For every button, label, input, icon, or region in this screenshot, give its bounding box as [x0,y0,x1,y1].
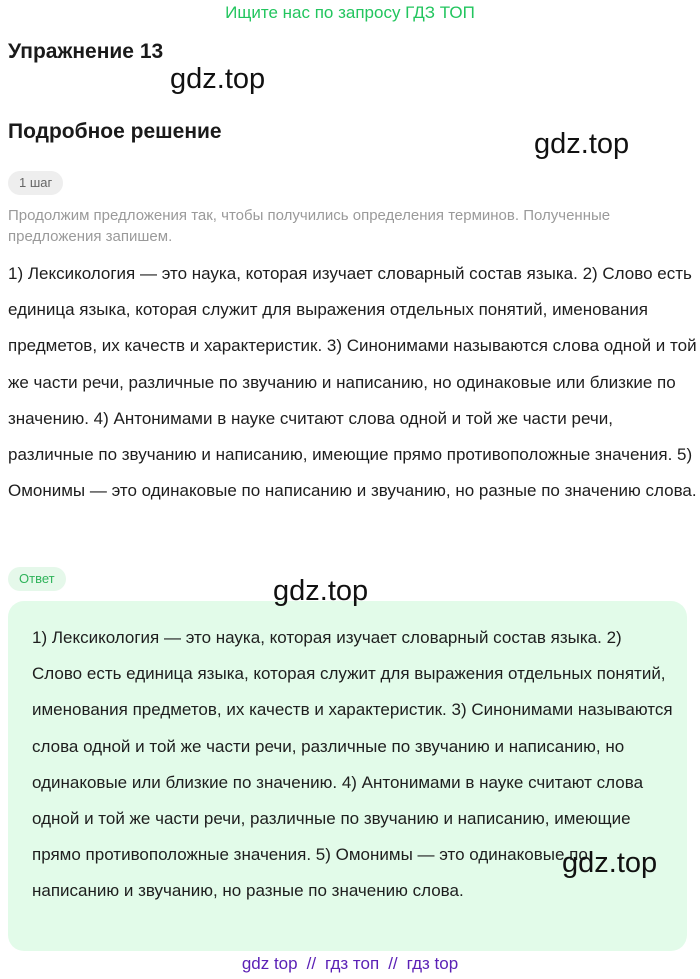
footer-links [0,953,700,975]
section-title: Подробное решение [8,120,222,143]
watermark: gdz.top [273,575,369,607]
watermark: gdz.top [562,847,658,879]
footer-link[interactable]: гдз top [406,954,459,973]
watermark: gdz.top [534,128,630,160]
top-banner[interactable]: Ищите нас по запросу ГДЗ ТОП [225,3,475,22]
footer-link[interactable]: гдз топ [325,954,380,973]
step-badge: 1 шаг [8,171,63,195]
page-title: Упражнение 13 [8,40,164,63]
solution-text: 1) Лексикология — это наука, которая изучает словарный состав языка. 2) Слово есть единица языка, которая служит для выражения отдельных понятий, именования предметов, их качеств и характеристик. 3) Синонимами называются слова одной и той же части речи, различные по звучанию и написанию, но одинаковые или близкие по значению. 4) Антонимами в науке считают слова одной и той же части речи, различные по звучанию и написанию, имеющие прямо противоположные значения. 5) Омонимы — это одинаковые по написанию и звучанию, но разные по значению слова. [8,264,697,501]
footer-separator: // [306,954,317,973]
answer-box [8,601,687,951]
watermark: gdz.top [170,63,266,95]
answer-text: 1) Лексикология — это наука, которая изучает словарный состав языка. 2) Слово есть единица языка, которая служит для выражения отдельных понятий, именования предметов, их качеств и характеристик. 3) Синонимами называются слова одной и той же части речи, различные по звучанию и написанию, но одинаковые или близкие по значению. 4) Антонимами в науке считают слова одной и той же части речи, различные по звучанию и написанию, имеющие прямо противоположные значения. 5) Омонимы — это одинаковые по написанию и звучанию, но разные по значению слова. [32,628,673,901]
answer-badge: Ответ [8,567,66,591]
footer-separator: // [388,954,398,973]
step-hint: Продолжим предложения так, чтобы получились определения терминов. Полученные предложения запишем. [8,207,611,245]
footer-link[interactable]: gdz top [241,954,298,973]
